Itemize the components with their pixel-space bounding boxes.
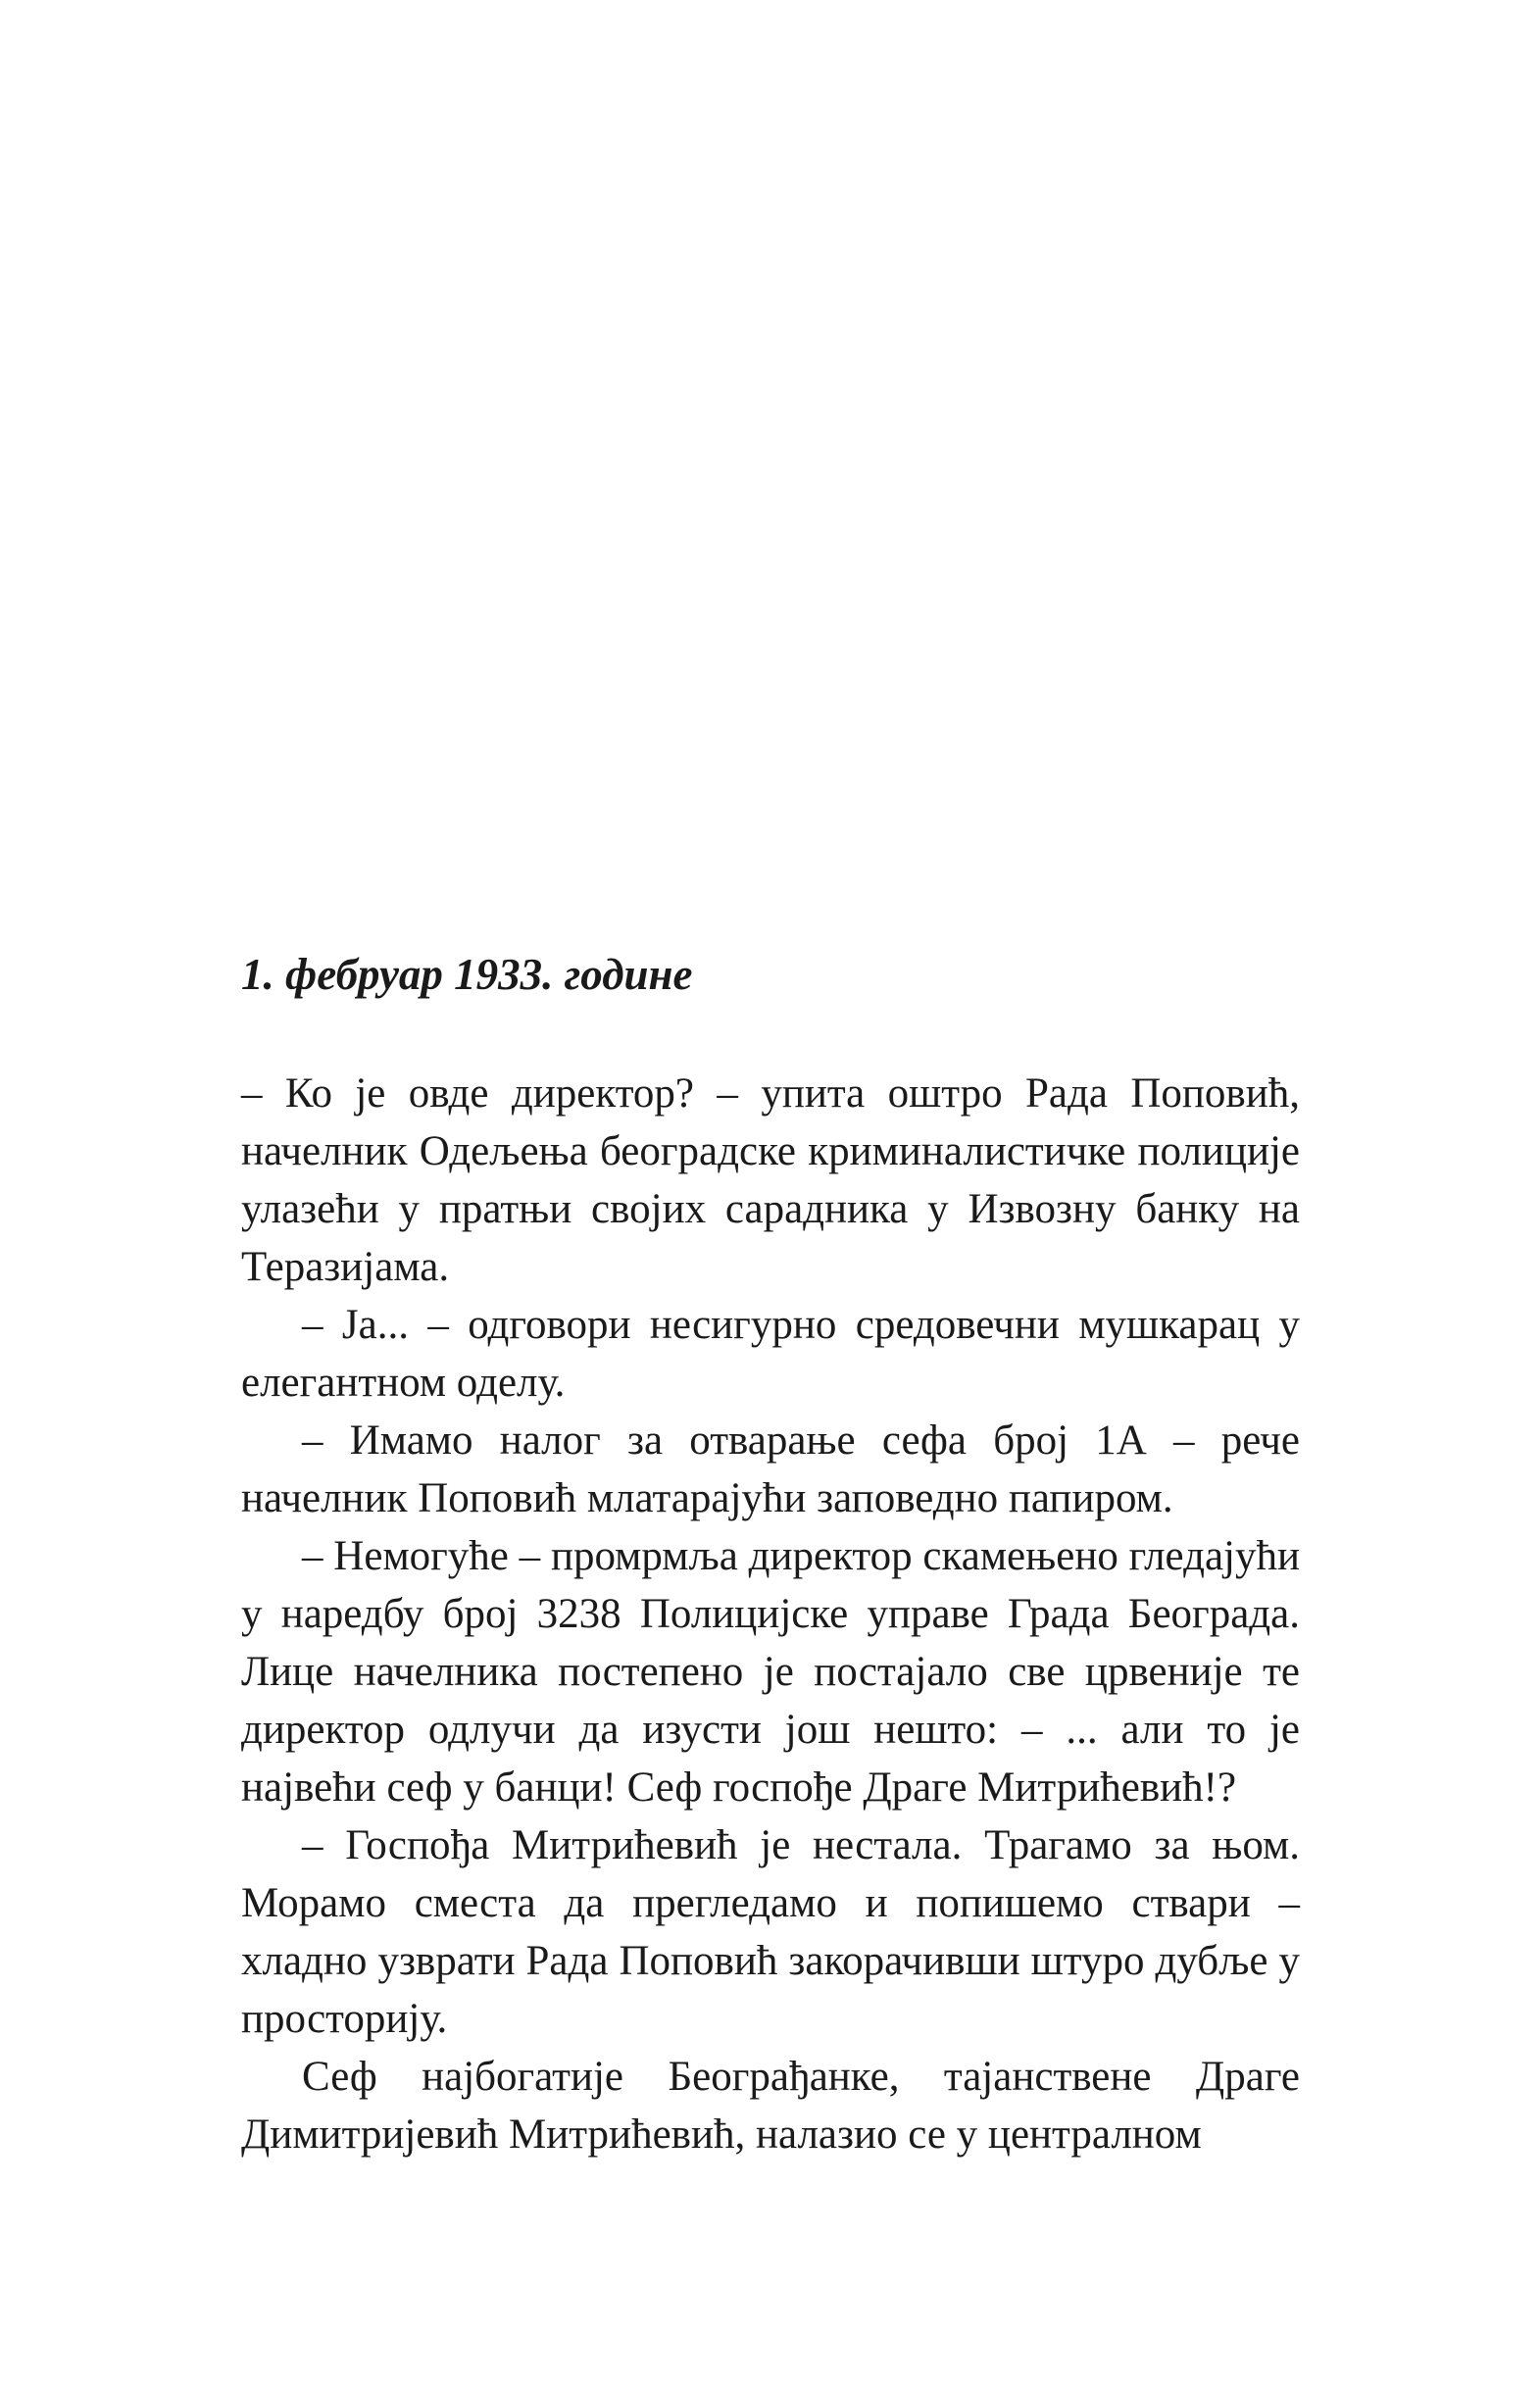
paragraph: – Госпођа Митрићевић је нестала. Трагамо за њом. Морамо сместа да прегледамо и попишемо ствари – хладно узврати Рада Поповић закорачивши штуро дубље у просторију. <box>241 1822 1300 2042</box>
chapter-date-heading: 1. фебруар 1933. године <box>241 950 693 999</box>
paragraph: – Имамо налог за отварање сефа број 1А – рече начелник Поповић млатарајући заповедно папиром. <box>241 1417 1300 1521</box>
paragraph: – Немогуће – промрмља директор скамењено гледајући у наредбу број 3238 Полицијске управе Града Београда. Лице начелника постепено је постајало све црвеније те директор одлучи да изусти још нешто: – ... али то је највећи сеф у банци! Сеф госпође Драге Митрићевић!? <box>241 1533 1300 1811</box>
paragraph: – Ко је овде директор? – упита оштро Рада Поповић, начелник Одељења београдске криминалистичке полиције улазећи у пратњи својих сарадника у Извозну банку на Теразијама. <box>241 1070 1300 1290</box>
paragraph: Сеф најбогатије Београђанке, тајанствене Драге Димитријевић Митрићевић, налазио се у централном <box>241 2054 1300 2158</box>
paragraph: – Ја... – одговори несигурно средовечни мушкарац у елегантном оделу. <box>241 1302 1300 1406</box>
body-text <box>241 1065 1300 2163</box>
